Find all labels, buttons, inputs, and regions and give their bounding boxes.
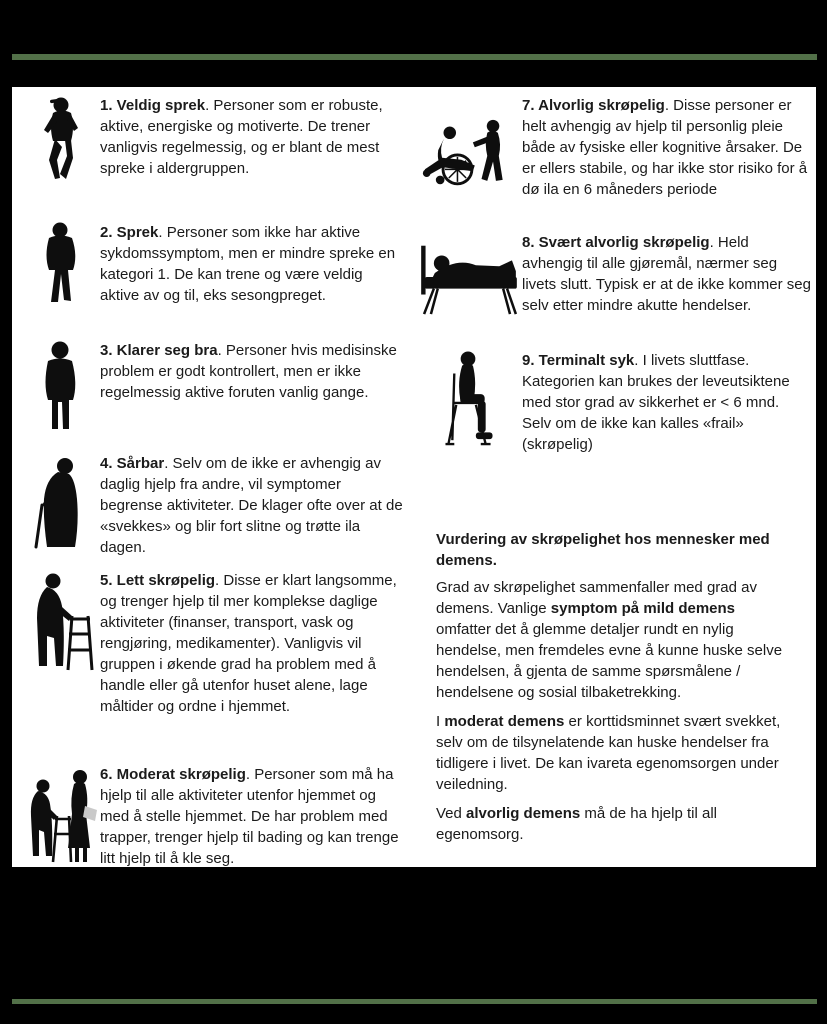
item-title: 9. Terminalt syk <box>522 352 635 369</box>
left-column <box>22 87 404 869</box>
person-with-walker-icon <box>22 570 100 676</box>
person-sitting-on-chair-icon <box>416 350 522 448</box>
frailty-item-5 <box>22 570 404 717</box>
person-in-bed-icon <box>416 232 522 316</box>
right-column <box>416 87 812 853</box>
item-body: . Held avhengig til alle gjøremål, nærmer seg livets slutt. Typisk er at de ikke kommer seg selv etter mindre akutte hendelser. <box>522 234 811 314</box>
item-description <box>100 222 404 306</box>
item-title: 4. Sårbar <box>100 455 165 472</box>
frailty-item-7 <box>416 95 812 200</box>
item-body: . Personer som er robuste, aktive, energiske og motiverte. De trener vanligvis regelmessig, og er blant de mest spreke i aldergruppen. <box>100 97 383 177</box>
item-description <box>100 453 404 558</box>
item-body: . Personer som må ha hjelp til alle aktiviteter utenfor hjemmet og med å stelle hjemmet. De har problem med trapper, trenger hjelp til bading og kan trenge litt hjelp til å kle seg. <box>100 766 399 867</box>
frailty-item-6 <box>22 764 404 869</box>
divider-rule-bottom <box>12 999 817 1004</box>
frailty-item-9 <box>416 350 812 455</box>
item-description <box>100 570 404 717</box>
frailty-item-1 <box>22 95 404 183</box>
dementia-paragraph-mild: Grad av skrøpelighet sammenfaller med grad av demens. Vanlige symptom på mild demens omfatter det å glemme detaljer rundt en nylig hendelse, men fremdeles evne å kunne huske selve hendelsen, å gjenta de samme spørsmålene / hendelsene og sosial tilbaketrekking. <box>436 579 783 701</box>
item-body: . Personer hvis medisinske problem er godt kontrollert, men er ikke regelmessig aktive foruten vanlig gange. <box>100 342 397 401</box>
item-body: . Disse er klart langsomme, og trenger hjelp til mer komplekse daglige aktiviteter (finanser, transport, vask og rengjøring, medikamenter). Vanligvis vil gruppen i økende grad ha problem med å handle eller gå utenfor huset alene, lage måltider og ordne i hjemmet. <box>100 572 397 715</box>
item-body: . I livets sluttfase. Kategorien kan brukes der leveutsiktene med stor grad av sikkerhet er < 6 mnd. Selv om de ikke kan kalles «frail» (skrøpelig) <box>522 352 790 453</box>
dementia-heading: Vurdering av skrøpelighet hos mennesker med demens. <box>436 531 770 569</box>
frailty-item-8 <box>416 232 812 316</box>
item-title: 5. Lett skrøpelig <box>100 572 216 589</box>
item-title: 1. Veldig sprek <box>100 97 206 114</box>
item-title: 7. Alvorlig skrøpelig <box>522 97 665 114</box>
frailty-item-3 <box>22 340 404 432</box>
item-body: . Personer som ikke har aktive sykdomssymptom, men er mindre spreke en kategori 1. De kan trene og være veldig aktive av og til, eks sesongpreget. <box>100 224 396 304</box>
item-description <box>100 340 404 403</box>
wheelchair-user-with-assistant-icon <box>416 95 522 187</box>
item-description <box>522 232 812 316</box>
divider-rule-top <box>12 54 817 60</box>
dementia-section <box>436 529 788 845</box>
dementia-paragraph-moderate: I moderat demens er korttidsminnet svært svekket, selv om de tilsynelatende kan huske hendelser fra tidligere i livet. De kan ivareta egenomsorgen under veiledning. <box>436 713 781 793</box>
running-person-icon <box>22 95 100 183</box>
standing-person-icon <box>22 340 100 432</box>
item-description <box>100 95 404 179</box>
dementia-paragraph-severe: Ved alvorlig demens må de ha hjelp til all egenomsorg. <box>436 805 717 843</box>
caregiver-assisting-person-icon <box>22 764 100 864</box>
item-body: . Disse personer er helt avhengig av hjelp til personlig pleie både av fysiske eller kognitive årsaker. De er ellers stabile, og har ikke stor risiko for å dø ila en 6 måneders periode <box>522 97 808 198</box>
item-title: 3. Klarer seg bra <box>100 342 218 359</box>
item-body: . Selv om de ikke er avhengig av daglig hjelp fra andre, vil symptomer begrense aktiviteter. De klager ofte over at de «svekkes» og blir fort slitne og trøtte ila dagen. <box>100 455 403 556</box>
frailty-item-4 <box>22 453 404 558</box>
walking-person-icon <box>22 222 100 306</box>
document-page <box>12 87 816 867</box>
item-title: 6. Moderat skrøpelig <box>100 766 246 783</box>
item-title: 8. Svært alvorlig skrøpelig <box>522 234 710 251</box>
item-description <box>522 350 812 455</box>
item-description <box>522 95 812 200</box>
item-title: 2. Sprek <box>100 224 159 241</box>
frailty-item-2 <box>22 222 404 306</box>
person-with-cane-icon <box>22 453 100 551</box>
item-description <box>100 764 404 869</box>
